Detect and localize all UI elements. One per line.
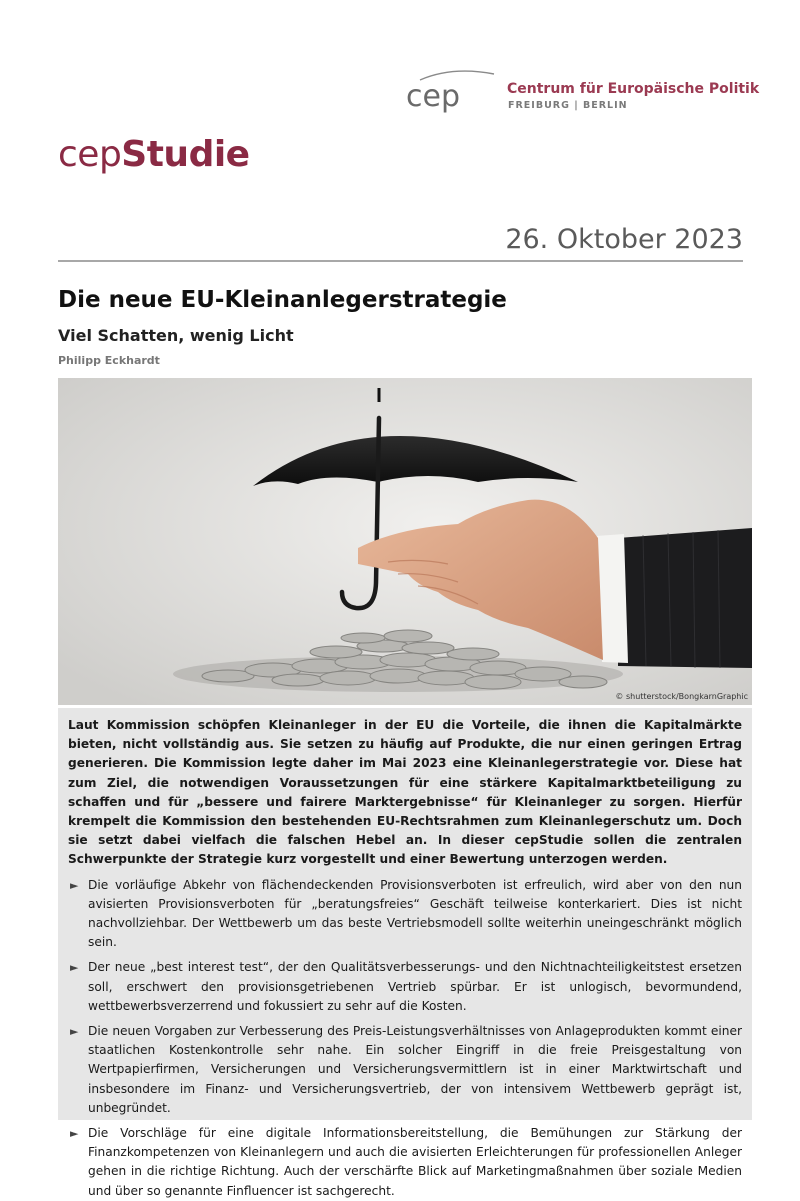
- summary-bullets: [68, 876, 742, 1201]
- bullet-arrow-icon: ►: [70, 961, 79, 975]
- organization-name: Centrum für Europäische Politik: [507, 81, 760, 97]
- summary-bullet: [68, 1022, 742, 1118]
- cep-logo: [402, 66, 760, 121]
- bullet-arrow-icon: ►: [70, 878, 79, 892]
- author-name: Philipp Eckhardt: [58, 354, 160, 367]
- bullet-arrow-icon: ►: [70, 1127, 79, 1141]
- header-divider: [58, 260, 743, 262]
- image-credit: © shutterstock/BongkarnGraphic: [615, 692, 748, 701]
- series-name: Studie: [121, 134, 250, 175]
- publication-date: 26. Oktober 2023: [505, 224, 743, 255]
- bullet-text: Die Vorschläge für eine digitale Informationsbereitstellung, die Bemühungen zur Stärkung der Finanzkompetenzen von Kleinanlegern und auch die avisierten Erleichterungen für professionellen Anleger gehen in die richtige Richtung. Auch der verschärfte Blick auf Marketingmaßnahmen über soziale Medien und über so genannte Finfluencer ist sachgerecht.: [88, 1126, 742, 1198]
- umbrella-coins-illustration: [58, 378, 752, 705]
- bullet-text: Die neuen Vorgaben zur Verbesserung des Preis-Leistungsverhältnisses von Anlageprodukten kommt einer staatlichen Kostenkontrolle sehr nahe. Ein solcher Eingriff in die freie Preisgestaltung von Wertpapierfirmen, Versicherungen und Versicherungsvermittlern ist in einer Marktwirtschaft und insbesondere im Finanz- und Versicherungsvertrieb, der von intensivem Wettbewerb geprägt ist, unbegründet.: [88, 1024, 742, 1115]
- series-prefix: cep: [58, 134, 122, 175]
- organization-cities: FREIBURG | BERLIN: [508, 100, 628, 111]
- cep-logo-mark: [402, 66, 502, 121]
- bullet-arrow-icon: ►: [70, 1025, 79, 1039]
- document-subtitle: Viel Schatten, wenig Licht: [58, 326, 294, 345]
- series-label: [58, 134, 250, 175]
- bullet-text: Der neue „best interest test“, der den Qualitätsverbesserungs- und den Nichtnachteiligkeitstest ersetzen soll, erschwert den provisionsgetriebenen Vertrieb spürbar. Er ist unlogisch, bevormundend, wettbewerbsverzerrend und fokussiert zu sehr auf die Kosten.: [88, 960, 742, 1013]
- summary-bullet: [68, 1124, 742, 1201]
- logo-mark-text: cep: [406, 79, 460, 114]
- summary-box: [58, 708, 752, 1198]
- cover-image: [58, 378, 752, 705]
- summary-lead: Laut Kommission schöpfen Kleinanleger in der EU die Vorteile, die ihnen die Kapitalmärkte bieten, nicht vollständig aus. Sie setzen zu häufig auf Produkte, die nur einen geringen Ertrag generieren. Die Kommission legte daher im Mai 2023 eine Kleinanlegerstrategie vor. Diese hat zum Ziel, die notwendigen Voraussetzungen für eine stärkere Kapitalmarktbeteiligung zu schaffen und für „bessere und fairere Marktergebnisse“ für Kleinanleger zu sorgen. Hierfür krempelt die Kommission den bestehenden EU-Rechtsrahmen zum Kleinanlegerschutz um. Doch sie setzt dabei vielfach die falschen Hebel an. In dieser cepStudie sollen die zentralen Schwerpunkte der Strategie kurz vorgestellt und einer Bewertung unterzogen werden.: [68, 718, 742, 867]
- summary-bullet: [68, 958, 742, 1016]
- summary-bullet: [68, 876, 742, 953]
- bullet-text: Die vorläufige Abkehr von flächendeckenden Provisionsverboten ist erfreulich, wird aber von den nun avisierten Provisionsverboten für „beratungsfreies“ Geschäft teilweise konterkariert. Dies ist nicht nachvollziehbar. Der Wettbewerb um das beste Vertriebsmodell sollte weiterhin uneingeschränkt möglich sein.: [88, 877, 742, 950]
- document-title: Die neue EU-Kleinanlegerstrategie: [58, 287, 507, 313]
